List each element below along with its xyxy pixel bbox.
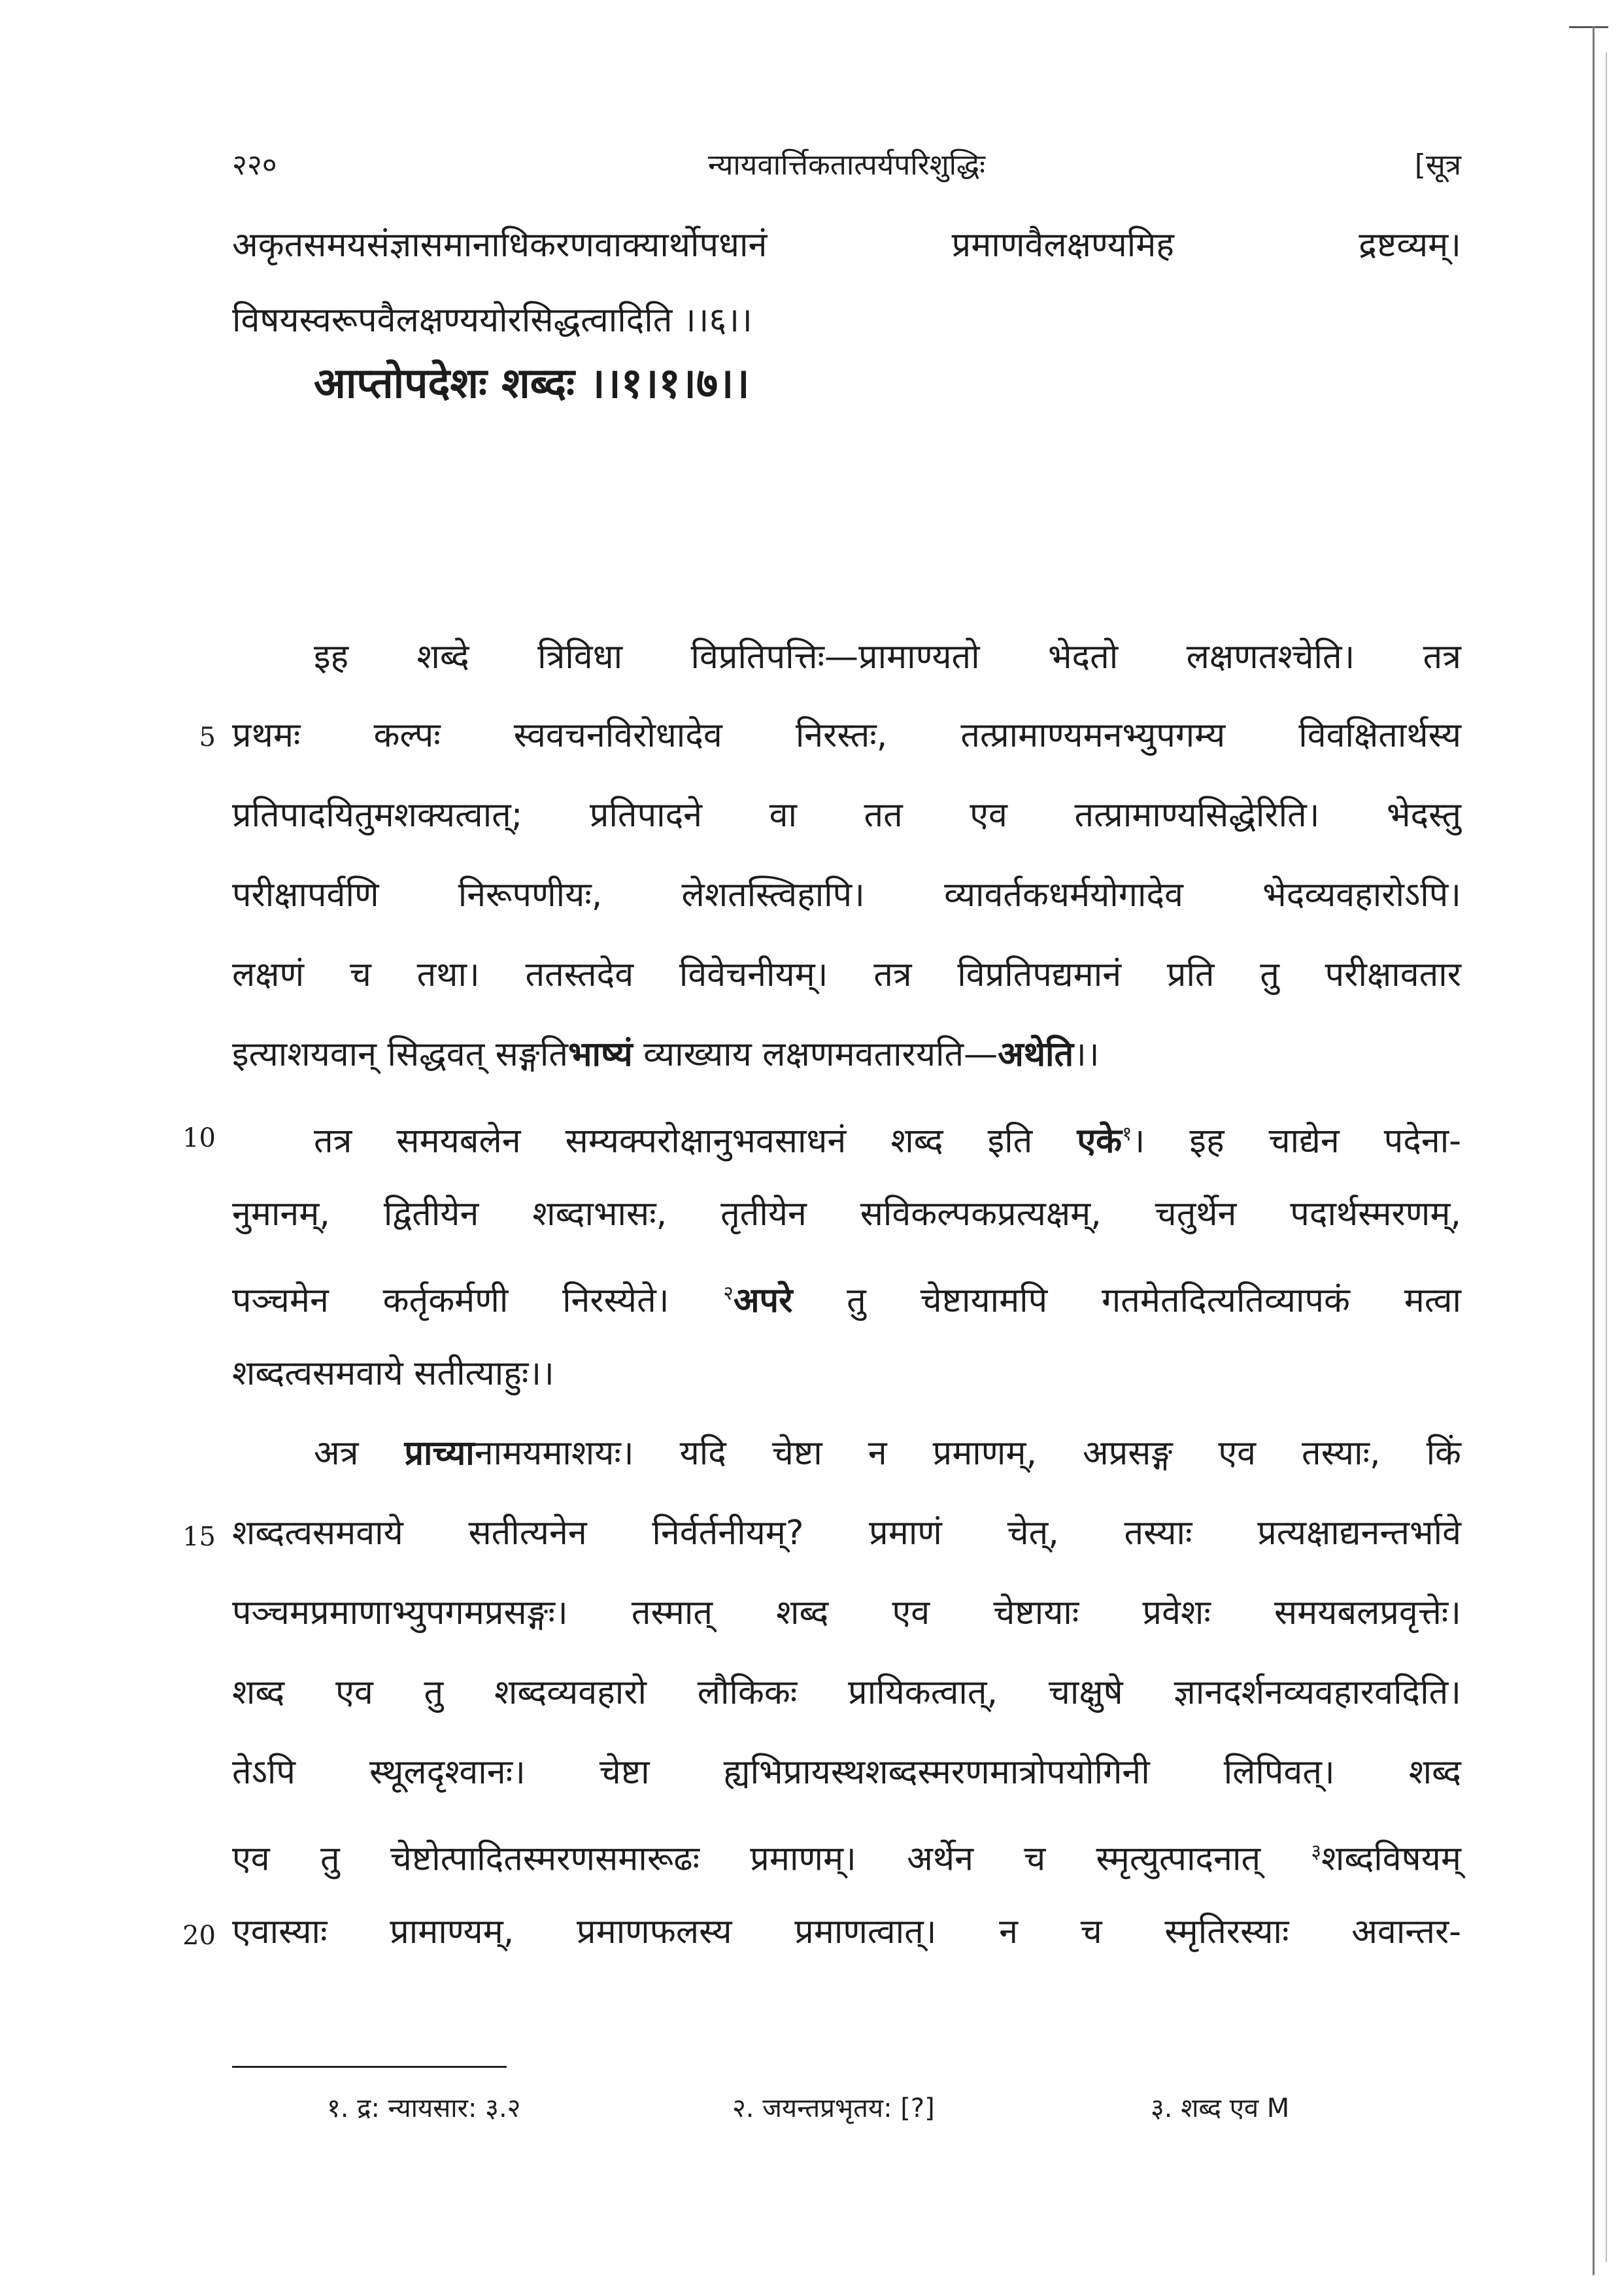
body-line-9 xyxy=(232,1271,1461,1323)
body-line-16 xyxy=(232,1829,1461,1882)
line-number-20: 20 xyxy=(182,1921,216,1951)
footnote-3: ३. शब्द एव M xyxy=(1151,2093,1290,2123)
intro-line-1: अकृतसमयसंज्ञासमानाधिकरणवाक्यार्थोपधानं प्रमाणवैलक्षण्यमिह द्रष्टव्यम्। xyxy=(232,226,1461,265)
running-title: न्यायवार्त्तिकतात्पर्यपरिशुद्धिः xyxy=(707,148,986,182)
body-line-15: तेऽपि स्थूलदृश्वानः। चेष्टा ह्यभिप्रायस्थशब्दस्मरणमात्रोपयोगिनी लिपिवत्। शब्द xyxy=(232,1753,1461,1792)
bold-apare: अपरे xyxy=(733,1281,793,1321)
body-line-16-text: एव तु चेष्टोत्पादितस्मरणसमारूढः प्रमाणम्। अर्थेन च स्मृत्युत्पादनात् xyxy=(232,1839,1311,1879)
body-line-14: शब्द एव तु शब्दव्यवहारो लौकिकः प्रायिकत्वात्, चाक्षुषे ज्ञानदर्शनव्यवहारवदिति। xyxy=(232,1673,1461,1712)
sutra-heading: आप्तोपदेशः शब्दः ।।१।१।७।। xyxy=(314,360,750,408)
body-line-16-end: शब्दविषयम् xyxy=(1321,1839,1461,1879)
scan-edge-line-faint xyxy=(1606,52,1607,2262)
footnote-ref-2: २ xyxy=(723,1282,734,1305)
bold-prachya: प्राच्या xyxy=(404,1434,475,1473)
body-line-2: प्रथमः कल्पः स्ववचनविरोधादेव निरस्तः, तत्प्रामाण्यमनभ्युपगम्य विवक्षितार्थस्य xyxy=(232,716,1461,755)
body-line-17: एवास्याः प्रामाण्यम्, प्रमाणफलस्य प्रमाणत्वात्। न च स्मृतिरस्याः अवान्तर- xyxy=(232,1912,1461,1951)
bold-bhashyam: भाष्यं xyxy=(567,1035,633,1074)
body-line-7 xyxy=(314,1111,1461,1164)
line-number-15: 15 xyxy=(182,1522,216,1552)
body-line-8: नुमानम्, द्वितीयेन शब्दाभासः, तृतीयेन सविकल्पकप्रत्यक्षम्, चतुर्थेन पदार्थस्मरणम्, xyxy=(232,1194,1461,1234)
line-number-10: 10 xyxy=(182,1123,216,1153)
footnote-ref-3: ३ xyxy=(1311,1840,1322,1863)
body-line-11-end: नामयमाशयः। यदि चेष्टा न प्रमाणम्, अप्रसङ्ग एव तस्याः, किं xyxy=(474,1434,1461,1473)
body-line-5: लक्षणं च तथा। ततस्तदेव विवेचनीयम्। तत्र विप्रतिपद्यमानं प्रति तु परीक्षावतार xyxy=(232,955,1461,994)
intro-line-2: विषयस्वरूपवैलक्षण्ययोरसिद्धत्वादिति ।।६।। xyxy=(232,301,752,340)
body-line-6 xyxy=(232,1032,1461,1077)
body-line-6-text-2: व्याख्याय लक्षणमवतारयति— xyxy=(632,1035,998,1074)
page-number: २२० xyxy=(232,148,277,182)
body-line-6-text: इत्याशयवान् सिद्धवत् सङ्गति xyxy=(232,1035,568,1074)
body-line-4: परीक्षापर्वणि निरूपणीयः, लेशतस्त्विहापि। व्यावर्तकधर्मयोगादेव भेदव्यवहारोऽपि। xyxy=(232,875,1461,915)
body-line-11 xyxy=(314,1430,1461,1476)
body-line-3: प्रतिपादयितुमशक्यत्वात्; प्रतिपादने वा तत एव तत्प्रामाण्यसिद्धेरिति। भेदस्तु xyxy=(232,796,1461,835)
bold-eke: एके xyxy=(1077,1121,1123,1161)
body-line-7-text: तत्र समयबलेन सम्यक्परोक्षानुभवसाधनं शब्द इति xyxy=(314,1121,1077,1161)
body-line-13: पञ्चमप्रमाणाभ्युपगमप्रसङ्गः। तस्मात् शब्द एव चेष्टायाः प्रवेशः समयबलप्रवृत्तेः। xyxy=(232,1593,1461,1632)
footnote-rule xyxy=(232,2066,507,2068)
footnote-2: २. जयन्तप्रभृतय: [?] xyxy=(732,2093,935,2123)
section-marker: [सूत्र xyxy=(1414,148,1461,182)
bold-atheti: अथेति xyxy=(998,1035,1074,1074)
body-line-7-end: । इह चाद्येन पदेना- xyxy=(1132,1121,1461,1161)
footnote-1: १. द्र: न्यायसार: ३.२ xyxy=(327,2093,521,2123)
body-line-10: शब्दत्वसमवाये सतीत्याहुः।। xyxy=(232,1354,554,1393)
body-line-9-text: पञ्चमेन कर्तृकर्मणी निरस्येते। xyxy=(232,1281,724,1321)
scan-artifact-top xyxy=(1569,26,1608,28)
running-header xyxy=(232,144,1461,196)
body-line-9-end: तु चेष्टायामपि गतमेतदित्यतिव्यापकं मत्वा xyxy=(792,1281,1461,1321)
body-line-11-text: अत्र xyxy=(314,1434,405,1473)
body-line-6-end: ।। xyxy=(1073,1035,1100,1074)
body-line-12: शब्दत्वसमवाये सतीत्यनेन निर्वर्तनीयम्? प्रमाणं चेत्, तस्याः प्रत्यक्षाद्यनन्तर्भावे xyxy=(232,1513,1461,1553)
body-line-1: इह शब्दे त्रिविधा विप्रतिपत्तिः—प्रामाण्यतो भेदतो लक्षणतश्चेति। तत्र xyxy=(314,637,1461,677)
footnote-ref-1: १ xyxy=(1122,1123,1132,1145)
line-number-5: 5 xyxy=(199,722,216,752)
scan-edge-line xyxy=(1593,26,1595,2275)
